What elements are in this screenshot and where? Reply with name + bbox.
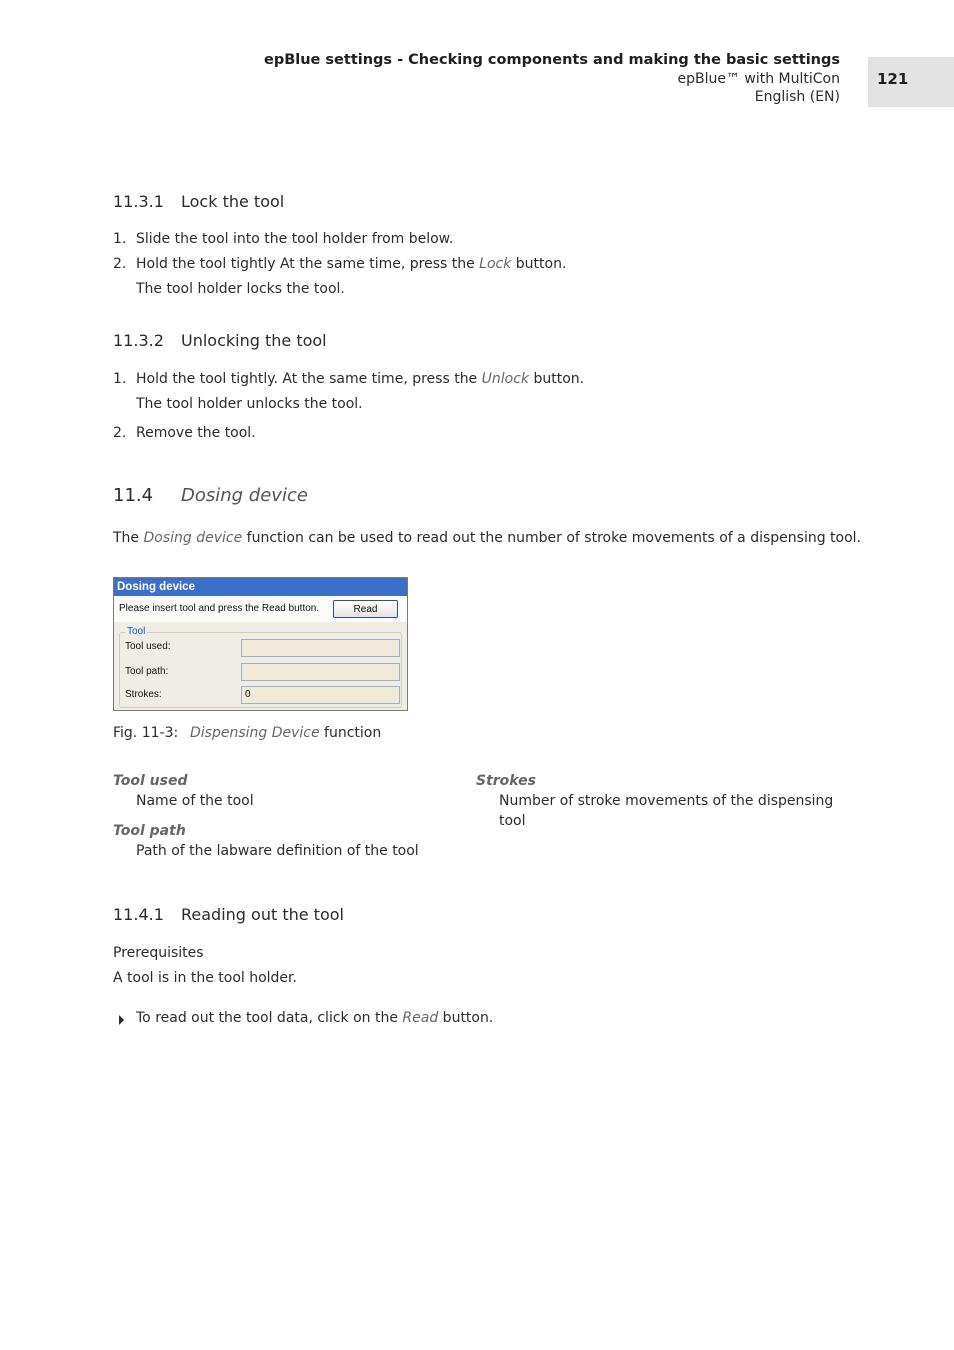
desc-strokes-line2: tool bbox=[499, 813, 526, 829]
dialog-message: Please insert tool and press the Read button. bbox=[119, 603, 320, 614]
action-text: To read out the tool data, click on the bbox=[136, 1010, 403, 1026]
page-number: 121 bbox=[877, 70, 909, 88]
tool-path-field[interactable] bbox=[241, 663, 400, 681]
intro-paragraph bbox=[113, 530, 861, 546]
section-heading-11-3-1 bbox=[113, 192, 284, 211]
intro-text: The bbox=[113, 530, 144, 546]
lock-button-reference: Lock bbox=[479, 256, 512, 272]
dosing-device-dialog bbox=[113, 577, 408, 711]
section-number: 11.3.1 bbox=[113, 192, 164, 211]
step-text-end: button. bbox=[529, 371, 585, 387]
section-title: Dosing device bbox=[181, 485, 308, 506]
section-heading-11-4-1 bbox=[113, 905, 344, 924]
header-language: English (EN) bbox=[754, 89, 840, 105]
term-strokes: Strokes bbox=[476, 773, 536, 789]
step-result: The tool holder unlocks the tool. bbox=[136, 396, 363, 412]
dialog-title-bar: Dosing device bbox=[114, 578, 407, 596]
intro-text-end: function can be used to read out the number of stroke movements of a dispensing tool. bbox=[242, 530, 862, 546]
figure-caption bbox=[113, 725, 381, 741]
tool-path-label: Tool path: bbox=[125, 666, 169, 677]
step-item bbox=[113, 256, 566, 272]
step-text-end: button. bbox=[511, 256, 567, 272]
step-result: The tool holder locks the tool. bbox=[136, 281, 345, 297]
header-title: epBlue settings - Checking components and making the basic settings bbox=[263, 52, 840, 68]
action-step bbox=[136, 1010, 493, 1026]
read-button[interactable]: Read bbox=[333, 600, 398, 618]
tool-used-label: Tool used: bbox=[125, 641, 171, 652]
step-text: Hold the tool tightly At the same time, press the bbox=[136, 256, 480, 272]
section-title: Lock the tool bbox=[181, 192, 285, 211]
term-tool-path: Tool path bbox=[113, 823, 186, 839]
prerequisites-text: A tool is in the tool holder. bbox=[113, 970, 297, 986]
step-item bbox=[113, 231, 453, 247]
header-product: epBlue™ with MultiCon bbox=[677, 71, 840, 87]
page-number-tab bbox=[868, 57, 954, 107]
desc-strokes-line1: Number of stroke movements of the dispensing bbox=[499, 793, 834, 809]
tool-used-field[interactable] bbox=[241, 639, 400, 657]
section-number: 11.3.2 bbox=[113, 331, 164, 350]
step-number: 2. bbox=[113, 425, 127, 441]
prerequisites-heading: Prerequisites bbox=[113, 945, 204, 961]
step-text: Slide the tool into the tool holder from below. bbox=[136, 231, 454, 247]
figure-label: Fig. 11-3: bbox=[113, 725, 179, 741]
unlock-button-reference: Unlock bbox=[481, 371, 530, 387]
step-text: Hold the tool tightly. At the same time, press the bbox=[136, 371, 482, 387]
figure-title-end: function bbox=[319, 725, 382, 741]
section-number: 11.4.1 bbox=[113, 905, 164, 924]
step-number: 1. bbox=[113, 371, 127, 387]
desc-tool-path: Path of the labware definition of the tool bbox=[136, 843, 419, 859]
strokes-field[interactable]: 0 bbox=[241, 686, 400, 704]
read-button-reference: Read bbox=[402, 1010, 439, 1026]
section-title: Reading out the tool bbox=[181, 905, 344, 924]
section-number: 11.4 bbox=[113, 485, 154, 506]
section-heading-11-4 bbox=[113, 485, 308, 506]
section-heading-11-3-2 bbox=[113, 331, 327, 350]
action-text-end: button. bbox=[438, 1010, 494, 1026]
action-arrow-icon bbox=[119, 1015, 124, 1025]
strokes-label: Strokes: bbox=[125, 689, 162, 700]
tool-group-label: Tool bbox=[127, 626, 146, 637]
term-tool-used: Tool used bbox=[113, 773, 188, 789]
step-number: 1. bbox=[113, 231, 127, 247]
step-number: 2. bbox=[113, 256, 127, 272]
step-item bbox=[113, 371, 584, 387]
figure-title: Dispensing Device bbox=[190, 725, 320, 741]
step-text: Remove the tool. bbox=[136, 425, 256, 441]
desc-tool-used: Name of the tool bbox=[136, 793, 254, 809]
step-item bbox=[113, 425, 256, 441]
dosing-device-reference: Dosing device bbox=[143, 530, 243, 546]
section-title: Unlocking the tool bbox=[181, 331, 327, 350]
